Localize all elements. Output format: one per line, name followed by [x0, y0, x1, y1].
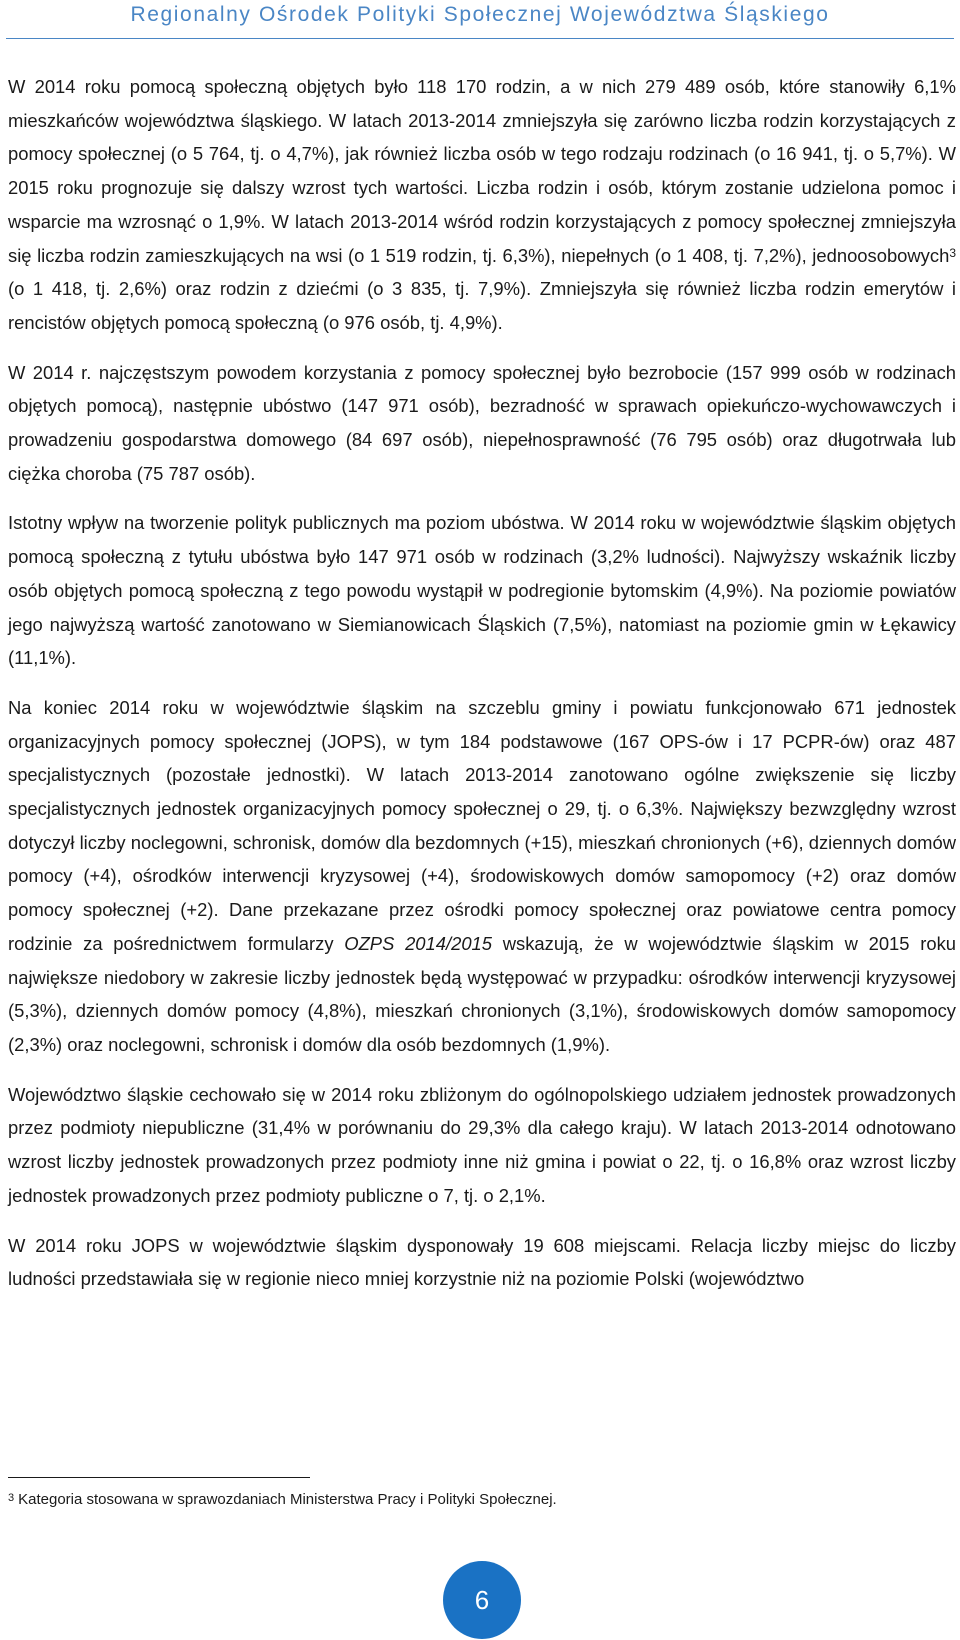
paragraph-jops-units: [8, 691, 956, 1062]
page-header: [0, 0, 960, 40]
footnote-divider: [8, 1477, 310, 1478]
paragraph-poverty: Istotny wpływ na tworzenie polityk publicznych ma poziom ubóstwa. W 2014 roku w województwie śląskim objętych pomocą społeczną z tytułu ubóstwa było 147 971 osób w rodzinach (3,2% ludności). Najwyższy wskaźnik liczby osób objętych pomocą społeczną z tego powodu wystąpił w podregionie bytomskim (4,9%). Na poziomie powiatów jego najwyższą wartość zanotowano w Siemianowicach Śląskich (7,5%), natomiast na poziomie gmin w Łękawicy (11,1%).: [8, 512, 956, 669]
paragraph-non-public-units: Województwo śląskie cechowało się w 2014 roku zbliżonym do ogólnopolskiego udziałem jednostek prowadzonych przez podmioty niepubliczne (31,4% w porównaniu do 29,3% dla całego kraju). W latach 2013-2014 odnotowano wzrost liczby jednostek prowadzonych przez podmioty inne niż gmina i powiat o 22, tj. o 16,8% oraz wzrost liczby jednostek prowadzonych przez podmioty publiczne o 7, tj. o 2,1%.: [8, 1083, 956, 1206]
paragraph-text: (o 1 418, tj. 2,6%) oraz rodzin z dziećmi (o 3 835, tj. 7,9%). Zmniejszyła się również liczba rodzin emerytów i rencistów objętych pomocą społeczną (o 976 osób, tj. 4,9%).: [8, 278, 956, 333]
page-number-badge: [443, 1561, 521, 1639]
paragraph-reasons-for-aid: W 2014 r. najczęstszym powodem korzystania z pomocy społecznej było bezrobocie (157 999 osób w rodzinach objętych pomocą), następnie ubóstwo (147 971 osób), bezradność w sprawach opiekuńczo-wychowawczych i prowadzeniu gospodarstwa domowego (84 697 osób), niepełnosprawność (76 795 osób) oraz długotrwała lub ciężka choroba (75 787 osób).: [8, 361, 956, 484]
header-divider: [6, 38, 954, 39]
paragraph-text: wskazują, że w województwie śląskim w 2015 roku największe niedobory w zakresie liczby jednostek będą występować w przypadku: ośrodków interwencji kryzysowej (5,3%), dziennych domów pomocy (4,8%), mieszkań chronionych (3,1%), środowiskowych domów samopomocy (2,3%) oraz noclegowni, schronisk i domów dla osób bezdomnych (1,9%).: [8, 932, 957, 1055]
form-name: OZPS 2014/2015: [344, 932, 492, 954]
footnote-marker: 3: [8, 1492, 15, 1504]
footnote: [8, 1488, 948, 1510]
page-number: 6: [474, 1584, 490, 1615]
footnote-text: Kategoria stosowana w sprawozdaniach Ministerstwa Pracy i Polityki Społecznej.: [18, 1491, 557, 1508]
header-title: Regionalny Ośrodek Polityki Społecznej Województwa Śląskiego: [130, 3, 830, 26]
paragraph-text: Na koniec 2014 roku w województwie śląskim na szczeblu gminy i powiatu funkcjonowało 671 jednostek organizacyjnych pomocy społecznej (JOPS), w tym 184 podstawowe (167 OPS-ów i 17 PCPR-ów) oraz 487 specjalistycznych (pozostałe jednostki). W latach 2013-2014 zanotowano ogólne zwiększenie się liczby specjalistycznych jednostek organizacyjnych pomocy społecznej o 29, tj. o 6,3%. Największy bezwzględny wzrost dotyczył liczby noclegowni, schronisk, domów dla bezdomnych (+15), mieszkań chronionych (+6), dziennych domów pomocy (+4), ośrodków interwencji kryzysowej (+4), środowiskowych domów samopomocy (+2) oraz domów pomocy społecznej (+2). Dane przekazane przez ośrodki pomocy społecznej oraz powiatowe centra pomocy rodzinie za pośrednictwem formularzy: [8, 696, 956, 954]
footnote-reference[interactable]: 3: [949, 245, 956, 260]
paragraph-jops-places: W 2014 roku JOPS w województwie śląskim dysponowały 19 608 miejscami. Relacja liczby miejsc do liczby ludności przedstawiała się w regionie nieco mniej korzystnie niż na poziomie Polski (województwo: [8, 1234, 956, 1290]
paragraph-text: W 2014 roku pomocą społeczną objętych było 118 170 rodzin, a w nich 279 489 osób, które stanowiły 6,1% mieszkańców województwa śląskiego. W latach 2013-2014 zmniejszyła się zarówno liczba rodzin korzystających z pomocy społecznej (o 5 764, tj. o 4,7%), jak również liczba osób w tego rodzaju rodzinach (o 16 941, tj. o 5,7%). W 2015 roku prognozuje się dalszy wzrost tych wartości. Liczba rodzin i osób, którym zostanie udzielona pomoc i wsparcie ma wzrosnąć o 1,9%. W latach 2013-2014 wśród rodzin korzystających z pomocy społecznej zmniejszyła się liczba rodzin zamieszkujących na wsi (o 1 519 rodzin, tj. 6,3%), niepełnych (o 1 408, tj. 7,2%), jednoosobowych: [8, 76, 956, 266]
paragraph-families-receiving-aid: [8, 70, 956, 340]
document-body: [8, 70, 956, 1312]
